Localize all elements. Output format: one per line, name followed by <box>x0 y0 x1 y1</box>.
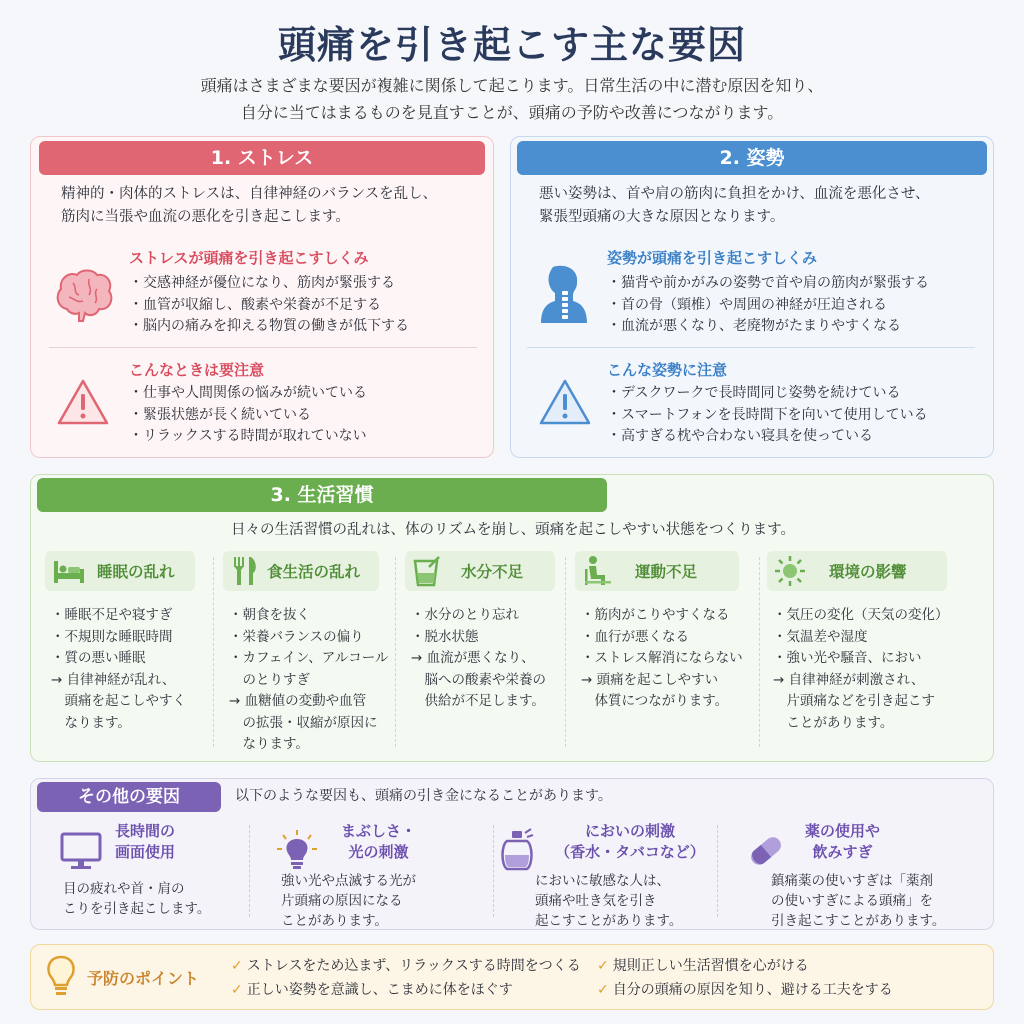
list-item: ・ スマートフォンを長時間下を向いて使用している <box>607 405 928 427</box>
lifestyle-col-body <box>773 605 949 734</box>
list-item: ・ 高すぎる枕や合わない寝具を使っている <box>607 426 928 448</box>
lifestyle-col-title: 運動不足 <box>635 563 698 581</box>
text-line: → 血流が悪くなり、 <box>411 650 535 666</box>
text-line: のとりすぎ <box>229 671 310 688</box>
prevention-title: 予防のポイント <box>87 969 200 988</box>
text-line: においに敏感な人は、 <box>535 873 670 889</box>
lifestyle-col-title: 食生活の乱れ <box>267 563 361 581</box>
list-item: ・ 血管が収縮し、酸素や栄養が不足する <box>129 295 409 317</box>
bed-icon <box>51 555 87 591</box>
list-item: ・ 緊張状態が長く続いている <box>129 405 367 427</box>
lifestyle-col-header <box>767 551 947 591</box>
prevention-item-text: 規則正しい生活習慣を心がける <box>612 958 809 974</box>
text-line: ・朝食を抜く <box>229 607 310 623</box>
text-line: ことがあります。 <box>773 714 894 731</box>
posture-warning-list <box>607 383 928 448</box>
desc-line: 悪い姿勢は、首や肩の筋肉に負担をかけ、血流を悪化させ、 <box>539 186 930 202</box>
light-bulb-icon <box>45 955 77 1003</box>
warning-icon <box>537 377 593 431</box>
other-heading: その他の要因 <box>37 782 221 812</box>
lifestyle-col-body <box>581 605 743 713</box>
prevention-item-text: 自分の頭痛の原因を知り、避ける工夫をする <box>612 982 893 998</box>
lifestyle-col-header <box>575 551 739 591</box>
divider <box>213 557 214 747</box>
text-line: → 自律神経が刺激され、 <box>773 671 925 688</box>
text-line: ・栄養バランスの偏り <box>229 628 364 645</box>
prevention-item-text: 正しい姿勢を意識し、こまめに体をほぐす <box>246 982 513 998</box>
text-line: 片頭痛などを引き起こす <box>773 693 935 709</box>
divider <box>249 825 250 917</box>
lifestyle-col-water <box>405 551 565 751</box>
stress-heading: 1. ストレス <box>39 141 485 175</box>
stress-card <box>30 136 494 458</box>
text-line: なります。 <box>229 736 309 752</box>
text-line: 起こすことがあります。 <box>535 913 683 929</box>
intro-text <box>0 72 1024 126</box>
lifestyle-heading: 3. 生活習慣 <box>37 478 607 512</box>
title-line: まぶしさ・ <box>341 822 417 840</box>
posture-heading: 2. 姿勢 <box>517 141 987 175</box>
list-item: ・ リラックスする時間が取れていない <box>129 426 367 448</box>
text-line: ことがあります。 <box>281 913 388 929</box>
text-line: ・不規則な睡眠時間 <box>51 628 173 645</box>
check-icon: ✓ <box>597 958 609 974</box>
text-line: → 血糖値の変動や血管 <box>229 693 367 709</box>
list-item: ・ 血流が悪くなり、老廃物がたまりやすくなる <box>607 316 929 338</box>
prevention-card <box>30 944 994 1010</box>
title-line: 画面使用 <box>115 843 176 861</box>
lifestyle-col-exercise <box>575 551 751 751</box>
text-line: → 自律神経が乱れ、 <box>51 671 176 688</box>
text-line: 目の疲れや首・肩の <box>63 881 185 897</box>
page-title: 頭痛を引き起こす主な要因 <box>277 23 746 67</box>
other-col-text <box>771 871 945 931</box>
warning-icon <box>55 377 111 431</box>
title-line: （香水・タバコなど） <box>555 843 705 861</box>
prevention-item <box>597 955 809 975</box>
lifestyle-col-title: 睡眠の乱れ <box>97 563 175 581</box>
prevention-item <box>231 955 581 975</box>
monitor-icon <box>59 831 103 875</box>
prevention-item <box>597 979 893 999</box>
light-bulb-icon <box>275 829 319 875</box>
text-line: ・血行が悪くなる <box>581 628 689 645</box>
intro-line: 自分に当てはまるものを見直すことが、頭痛の予防や改善につながります。 <box>240 103 784 122</box>
divider <box>717 825 718 917</box>
neck-spine-icon <box>539 263 589 329</box>
text-line: ・質の悪い睡眠 <box>51 650 146 666</box>
lifestyle-col-body <box>51 605 186 734</box>
text-line: 供給が不足します。 <box>411 693 545 709</box>
lifestyle-col-body <box>229 605 388 756</box>
text-line: こりを引き起こします。 <box>63 901 211 917</box>
text-line: 頭痛や吐き気を引き <box>535 893 657 909</box>
posture-warning-title: こんな姿勢に注意 <box>607 361 728 379</box>
lifestyle-col-body <box>411 605 546 713</box>
check-icon: ✓ <box>231 958 243 974</box>
other-col-title <box>115 821 175 863</box>
title-line: においの刺激 <box>584 822 675 840</box>
lifestyle-col-header <box>223 551 379 591</box>
divider <box>49 347 477 348</box>
stress-mechanism-list <box>129 273 409 338</box>
lifestyle-col-environment <box>767 551 981 751</box>
stress-warning-list <box>129 383 367 448</box>
other-description: 以下のような要因も、頭痛の引き金になることがあります。 <box>235 788 612 804</box>
text-line: ・カフェイン、アルコール <box>229 650 389 666</box>
list-item: ・ 首の骨（頸椎）や周囲の神経が圧迫される <box>607 295 929 317</box>
lifestyle-col-sleep <box>45 551 211 751</box>
lifestyle-col-diet <box>223 551 399 751</box>
glass-icon <box>411 555 445 591</box>
text-line: ・筋肉がこりやすくなる <box>581 607 730 623</box>
text-line: 脳への酸素や栄養の <box>411 671 546 688</box>
divider <box>395 557 396 747</box>
text-line: ・気圧の変化（天気の変化） <box>773 607 949 623</box>
other-col-text <box>535 871 682 931</box>
divider <box>493 825 494 917</box>
divider <box>527 347 975 348</box>
stress-mechanism-title: ストレスが頭痛を引き起こすしくみ <box>129 249 369 267</box>
list-item: ・ 交感神経が優位になり、筋肉が緊張する <box>129 273 409 295</box>
title-line: 長時間の <box>115 822 176 840</box>
other-col-text <box>63 879 210 919</box>
list-item: ・ 脳内の痛みを抑える物質の働きが低下する <box>129 316 409 338</box>
sun-icon <box>773 555 807 591</box>
other-col-title <box>805 821 880 863</box>
text-line: なります。 <box>51 714 131 731</box>
desc-line: 精神的・肉体的ストレスは、自律神経のバランスを乱し、 <box>61 186 438 202</box>
text-line: 片頭痛の原因になる <box>281 893 403 909</box>
other-col-title <box>341 821 416 863</box>
title-line: 飲みすぎ <box>812 843 873 861</box>
posture-mechanism-list <box>607 273 929 338</box>
divider <box>565 557 566 747</box>
text-line: 強い光や点滅する光が <box>281 873 416 889</box>
list-item: ・ 猫背や前かがみの姿勢で首や肩の筋肉が緊張する <box>607 273 929 295</box>
check-icon: ✓ <box>231 982 243 998</box>
stress-warning-title: こんなときは要注意 <box>129 361 265 379</box>
desc-line: 緊張型頭痛の大きな原因となります。 <box>539 209 785 225</box>
text-line: 引き起こすことがあります。 <box>771 913 946 929</box>
stress-description <box>61 183 437 229</box>
posture-mechanism-title: 姿勢が頭痛を引き起こすしくみ <box>607 249 818 267</box>
capsule-icon <box>745 831 787 875</box>
text-line: ・ストレス解消にならない <box>581 650 743 666</box>
text-line: 頭痛を起こしやすく <box>51 693 186 709</box>
text-line: → 頭痛を起こしやすい <box>581 671 719 688</box>
text-line: の使いすぎによる頭痛」を <box>771 893 933 909</box>
text-line: ・強い光や騒音、におい <box>773 650 922 666</box>
posture-card <box>510 136 994 458</box>
text-line: の拡張・収縮が原因に <box>229 714 378 731</box>
posture-description <box>539 183 929 229</box>
divider <box>759 557 760 747</box>
desc-line: 筋肉に当張や血流の悪化を引き起こします。 <box>61 209 350 225</box>
text-line: ・睡眠不足や寝すぎ <box>51 607 173 623</box>
perfume-bottle-icon <box>499 827 535 875</box>
lifestyle-col-title: 環境の影響 <box>829 563 907 581</box>
list-item: ・ デスクワークで長時間同じ姿勢を続けている <box>607 383 928 405</box>
other-col-text <box>281 871 416 931</box>
check-icon: ✓ <box>597 982 609 998</box>
sitting-person-icon <box>581 555 615 591</box>
lifestyle-col-title: 水分不足 <box>461 563 524 581</box>
title-line: 光の刺激 <box>348 843 409 861</box>
lifestyle-col-header <box>405 551 555 591</box>
text-line: ・脱水状態 <box>411 628 479 645</box>
lifestyle-col-header <box>45 551 195 591</box>
title-line: 薬の使用や <box>805 822 881 840</box>
lifestyle-description: 日々の生活習慣の乱れは、体のリズムを崩し、頭痛を起こしやすい状態をつくります。 <box>230 522 796 538</box>
list-item: ・ 仕事や人間関係の悩みが続いている <box>129 383 367 405</box>
text-line: ・気温差や湿度 <box>773 628 868 645</box>
fork-knife-icon <box>229 555 259 591</box>
text-line: ・水分のとり忘れ <box>411 607 519 623</box>
lifestyle-card <box>30 474 994 762</box>
prevention-item <box>231 979 513 999</box>
other-col-title <box>555 821 705 863</box>
text-line: 体質につながります。 <box>581 693 729 709</box>
intro-line: 頭痛はさまざまな要因が複雑に関係して起こります。日常生活の中に潜む原因を知り、 <box>200 76 824 95</box>
other-factors-card <box>30 778 994 930</box>
prevention-item-text: ストレスをため込まず、リラックスする時間をつくる <box>246 958 581 974</box>
brain-icon <box>53 267 115 327</box>
text-line: 鎮痛薬の使いすぎは「薬剤 <box>771 873 933 889</box>
